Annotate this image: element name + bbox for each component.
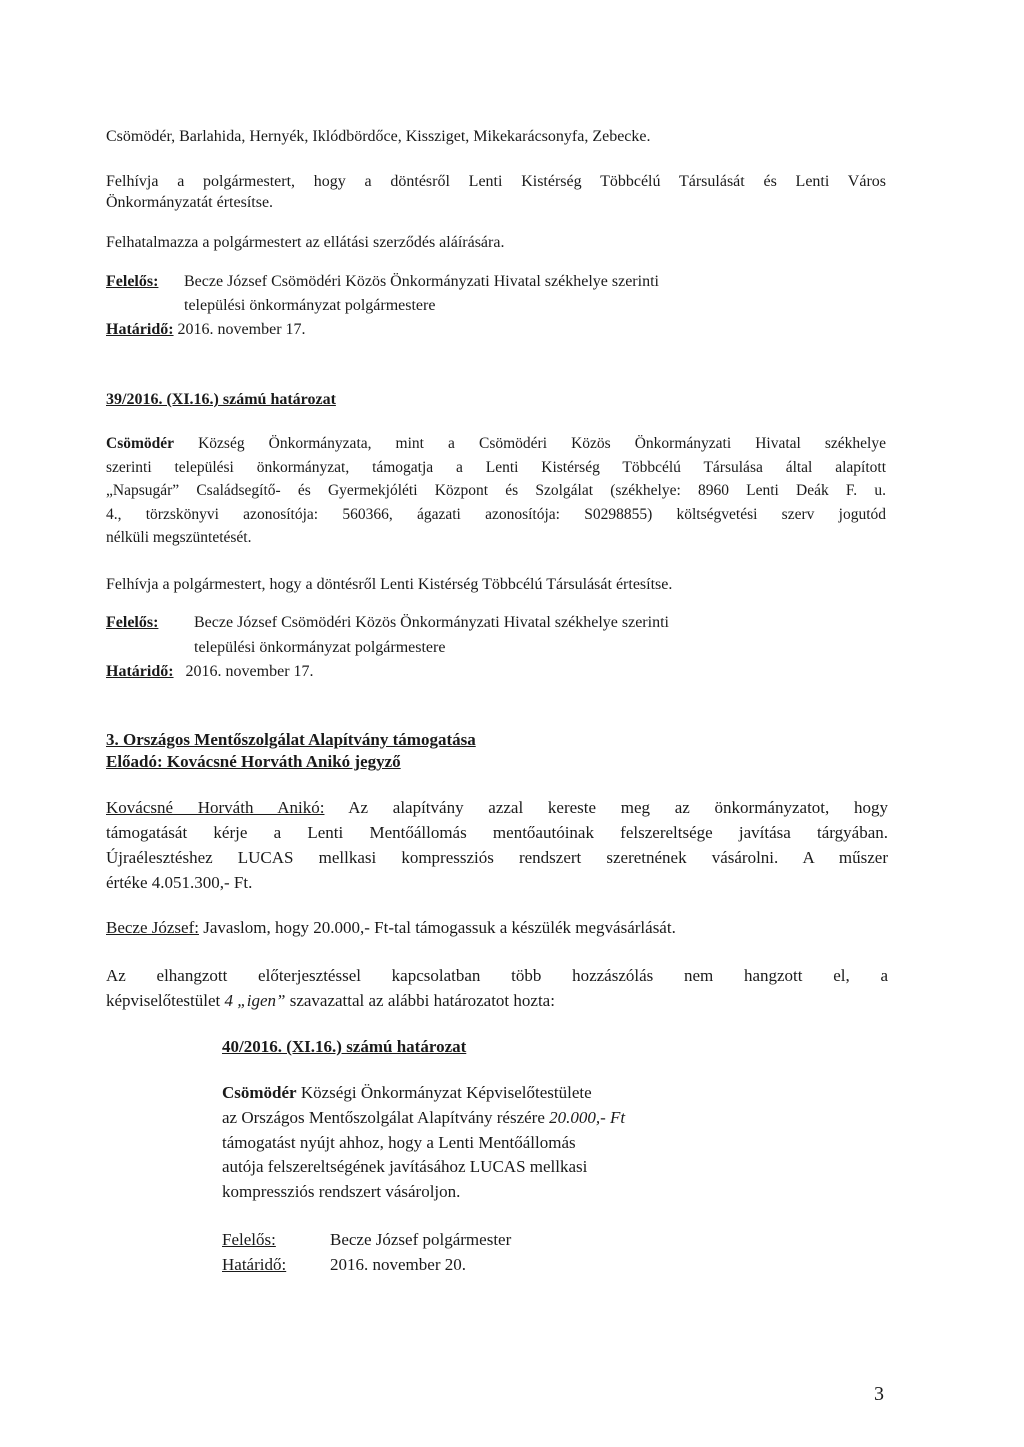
notify-line: Felhívja a polgármestert, hogy a döntésről Lenti Kistérség Többcélú Társulását értesítse. <box>106 576 673 593</box>
resolution-text <box>222 1108 625 1128</box>
municipality-name: Csömödér <box>222 1083 297 1102</box>
resolution-text: „Napsugár” Családsegítő- és Gyermekjóléti Központ és Szolgálat (székhelye: 8960 Lenti Deák F. u. <box>106 482 886 499</box>
speech-text: Javaslom, hogy 20.000,- Ft-tal támogassuk a készülék megvásárlását. <box>198 918 676 937</box>
deadline-row <box>106 320 306 340</box>
vote-line <box>106 991 555 1011</box>
presenter-line: Előadó: Kovácsné Horváth Anikó jegyző <box>106 752 401 771</box>
resolution-text: szerinti települési önkormányzat, támogatja a Lenti Kistérség Többcélú Társulása által alapított <box>106 459 886 476</box>
speech-line <box>106 918 676 938</box>
resolution-text-main: az Országos Mentőszolgálat Alapítvány részére <box>222 1108 550 1127</box>
speech-line: Újraélesztéshez LUCAS mellkasi kompressziós rendszert szeretnének vásárolni. A műszer <box>106 848 888 867</box>
resolution-text-rest: Községi Önkormányzat Képviselőtestülete <box>296 1083 592 1102</box>
page-number: 3 <box>874 1383 884 1405</box>
responsible-label: Felelős: <box>222 1230 276 1249</box>
text-line: Felhívja a polgármestert, hogy a döntésről Lenti Kistérség Többcélú Társulását és Lenti Város <box>106 173 886 190</box>
deadline-value: 2016. november 20. <box>330 1255 466 1274</box>
resolution-text: nélküli megszüntetését. <box>106 529 252 546</box>
resolution-title: 39/2016. (XI.16.) számú határozat <box>106 391 336 408</box>
deadline-label: Határidő: <box>222 1255 287 1274</box>
speech-text: Az alapítvány azzal kereste meg az önkormányzatot, hogy <box>324 798 888 817</box>
responsible-value: Becze József Csömödéri Közös Önkormányzati Hivatal székhelye szerinti <box>194 614 669 631</box>
text-line: Felhatalmazza a polgármestert az ellátási szerződés aláírására. <box>106 234 505 251</box>
speaker-name: Becze József: <box>106 918 199 937</box>
resolution-text <box>106 434 886 454</box>
text-line: Csömödér, Barlahida, Hernyék, Iklódbördőce, Kissziget, Mikekarácsonyfa, Zebecke. <box>106 128 651 145</box>
vote-line: Az elhangzott előterjesztéssel kapcsolatban több hozzászólás nem hangzott el, a <box>106 966 888 985</box>
resolution-title: 40/2016. (XI.16.) számú határozat <box>222 1037 467 1056</box>
deadline-value: 2016. november 17. <box>185 663 314 680</box>
agenda-heading: 3. Országos Mentőszolgálat Alapítvány támogatása <box>106 730 476 749</box>
resolution-text: 4., törzskönyvi azonosítója: 560366, ágazati azonosítója: S0298855) költségvetési szerv jogutód <box>106 506 886 523</box>
support-amount: 20.000,- Ft <box>549 1108 626 1127</box>
resolution-text-rest: Község Önkormányzata, mint a Csömödéri Közös Önkormányzati Hivatal székhelye <box>174 435 886 452</box>
deadline-label: Határidő: <box>106 321 174 338</box>
resolution-text: kompressziós rendszert vásároljon. <box>222 1182 461 1201</box>
responsible-value-cont: települési önkormányzat polgármestere <box>184 297 436 314</box>
deadline-row <box>222 1255 286 1275</box>
speech-line <box>106 798 888 818</box>
resolution-text <box>222 1083 592 1103</box>
responsible-label: Felelős: <box>106 273 159 290</box>
vote-text: képviselőtestület <box>106 991 225 1010</box>
speaker-name: Kovácsné Horváth Anikó: <box>106 798 325 817</box>
deadline-row <box>106 662 314 682</box>
responsible-value: Becze József polgármester <box>330 1230 512 1249</box>
speech-line: értéke 4.051.300,- Ft. <box>106 873 253 892</box>
responsible-value: Becze József Csömödéri Közös Önkormányzati Hivatal székhelye szerinti <box>184 273 659 290</box>
responsible-label: Felelős: <box>106 614 159 631</box>
resolution-text: támogatást nyújt ahhoz, hogy a Lenti Mentőállomás <box>222 1133 576 1152</box>
deadline-label: Határidő: <box>106 663 174 680</box>
responsible-row <box>106 613 158 633</box>
responsible-value-cont: települési önkormányzat polgármestere <box>194 639 446 656</box>
municipality-name: Csömödér <box>106 435 175 452</box>
resolution-text: autója felszereltségének javításához LUCAS mellkasi <box>222 1157 588 1176</box>
responsible-row <box>106 272 158 292</box>
text-line: Önkormányzatát értesítse. <box>106 194 274 211</box>
speech-line: támogatását kérje a Lenti Mentőállomás mentőautóinak felszereltsége javítása tárgyában. <box>106 823 888 842</box>
vote-count: 4 „igen” <box>224 991 286 1010</box>
vote-text-rest: szavazattal az alábbi határozatot hozta: <box>285 991 555 1010</box>
responsible-row <box>222 1230 276 1250</box>
deadline-value: 2016. november 17. <box>177 321 306 338</box>
